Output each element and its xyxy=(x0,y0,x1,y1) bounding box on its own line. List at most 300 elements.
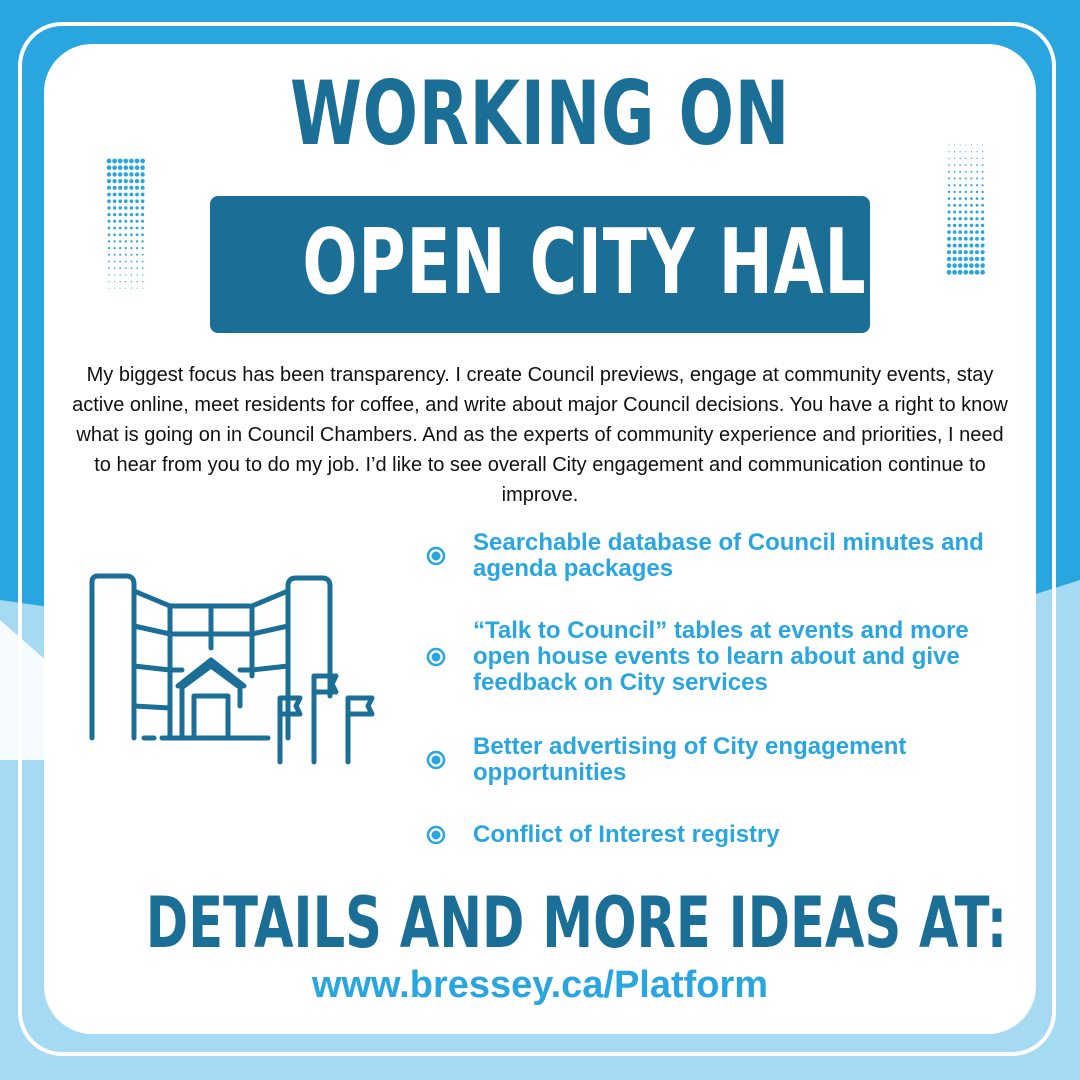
pattern-dot xyxy=(982,151,983,152)
pattern-dot xyxy=(124,172,128,176)
pattern-dot xyxy=(137,288,138,289)
pattern-dot xyxy=(141,240,143,242)
pattern-dot xyxy=(114,281,115,282)
pattern-dot xyxy=(130,199,134,203)
pattern-dot xyxy=(981,230,985,234)
pattern-dot xyxy=(977,145,978,146)
pattern-dot xyxy=(948,191,950,193)
pattern-dot xyxy=(108,240,110,242)
pattern-dot xyxy=(965,191,967,193)
radio-dot-icon xyxy=(426,546,446,566)
pattern-dot xyxy=(954,151,955,152)
pattern-dot xyxy=(125,247,127,249)
pattern-dot xyxy=(948,211,951,214)
pattern-dot xyxy=(952,263,957,268)
list-item xyxy=(424,822,780,848)
pattern-dot xyxy=(971,145,972,146)
pattern-dot xyxy=(141,206,144,209)
pattern-dot xyxy=(108,267,110,269)
pattern-dot xyxy=(120,288,121,289)
pattern-dot xyxy=(119,213,122,216)
pattern-dot xyxy=(980,270,985,275)
pattern-dot xyxy=(141,220,144,223)
pattern-dot xyxy=(954,145,955,146)
list-item-text: “Talk to Council” tables at events and more open house events to learn about and give feedback on City services xyxy=(473,617,969,696)
pattern-dot xyxy=(970,224,973,227)
pattern-dot xyxy=(965,164,967,166)
pattern-dot xyxy=(140,165,145,170)
pattern-dot xyxy=(970,217,973,220)
pattern-dot xyxy=(965,158,966,159)
pattern-dot xyxy=(130,220,133,223)
pattern-dot xyxy=(141,193,145,197)
pattern-dot xyxy=(124,227,127,230)
pattern-dot xyxy=(130,213,133,216)
pattern-dot xyxy=(958,250,962,254)
pattern-dot xyxy=(113,199,117,203)
pattern-dot xyxy=(970,197,973,200)
list-item-text: Searchable database of Council minutes and agenda packages xyxy=(473,529,984,582)
pattern-dot xyxy=(964,263,969,268)
pattern-dot xyxy=(130,254,132,256)
pattern-dot xyxy=(982,184,984,186)
pattern-dot xyxy=(130,247,132,249)
pattern-dot xyxy=(124,193,128,197)
pattern-dot xyxy=(947,244,951,248)
pattern-dot xyxy=(953,237,957,241)
pattern-dot xyxy=(125,288,126,289)
pattern-dot xyxy=(120,281,121,282)
pattern-dot xyxy=(112,165,117,170)
pattern-dot xyxy=(118,159,123,164)
pattern-dot xyxy=(948,178,950,180)
pattern-dot xyxy=(136,254,138,256)
pattern-dot xyxy=(107,165,112,170)
pattern-dot xyxy=(958,244,962,248)
pattern-dot xyxy=(976,204,979,207)
pattern-dot xyxy=(141,186,145,190)
pattern-dot xyxy=(981,237,985,241)
pattern-dot xyxy=(141,179,145,183)
pattern-dot xyxy=(123,159,128,164)
pattern-dot xyxy=(136,247,138,249)
pattern-dot xyxy=(124,165,129,170)
pattern-dot xyxy=(959,224,962,227)
pattern-dot xyxy=(125,274,126,275)
pattern-dot xyxy=(131,288,132,289)
pattern-dot xyxy=(965,184,967,186)
list-item xyxy=(424,530,1024,582)
pattern-dot xyxy=(135,159,140,164)
pattern-dot xyxy=(954,171,956,173)
pattern-dot xyxy=(119,206,122,209)
pattern-dot xyxy=(969,250,973,254)
intro-paragraph: My biggest focus has been transparency. I create Council previews, engage at community events, stay active online, meet residents for coffee, and write about major Council decisions. You have a right to know what is going on in Council Chambers. And as the experts of community experience and priorities, I need to hear from you to do my job. I’d like to see overall City engagement and communication continue to improve. xyxy=(72,364,1008,506)
pattern-dot xyxy=(124,179,128,183)
pattern-dot xyxy=(948,204,951,207)
pattern-dot xyxy=(136,240,138,242)
pattern-dot xyxy=(958,257,962,261)
pattern-dot xyxy=(948,171,950,173)
pattern-dot xyxy=(953,250,957,254)
pattern-dot xyxy=(112,172,116,176)
pattern-dot xyxy=(125,261,127,263)
pattern-dot xyxy=(947,224,950,227)
pattern-dot xyxy=(125,281,126,282)
pattern-dot xyxy=(107,179,111,183)
pattern-dot xyxy=(130,193,134,197)
pattern-dot xyxy=(980,257,984,261)
pattern-dot xyxy=(135,179,139,183)
pattern-dot xyxy=(960,145,961,146)
pattern-dot xyxy=(129,179,133,183)
pattern-dot xyxy=(142,274,143,275)
pattern-dot xyxy=(130,233,133,236)
pattern-dot xyxy=(108,227,111,230)
pattern-dot xyxy=(964,250,968,254)
radio-dot-icon xyxy=(426,647,446,667)
pattern-dot xyxy=(113,220,116,223)
list-item xyxy=(424,734,1024,786)
pattern-dot xyxy=(113,213,116,216)
footer-heading: DETAILS AND MORE IDEAS AT: xyxy=(145,882,1008,964)
pattern-dot xyxy=(975,257,979,261)
pattern-dot xyxy=(982,171,984,173)
pattern-dot xyxy=(135,193,139,197)
pattern-dot xyxy=(948,164,950,166)
pattern-dot xyxy=(976,171,978,173)
pattern-dot xyxy=(124,186,128,190)
pattern-dot xyxy=(124,199,128,203)
pattern-dot xyxy=(953,244,957,248)
pattern-dot xyxy=(119,247,121,249)
pattern-dot xyxy=(970,178,972,180)
pattern-dot xyxy=(954,158,955,159)
pattern-dot xyxy=(975,237,979,241)
pattern-dot xyxy=(958,237,962,241)
pattern-dot xyxy=(136,281,137,282)
pattern-dot xyxy=(135,165,140,170)
pattern-dot xyxy=(964,211,967,214)
pattern-dot xyxy=(953,211,956,214)
pattern-dot xyxy=(970,204,973,207)
pattern-dot xyxy=(108,274,109,275)
pattern-dot xyxy=(136,267,138,269)
pattern-dot xyxy=(131,274,132,275)
pattern-dot xyxy=(119,254,121,256)
dot-grid-pattern-left xyxy=(106,158,146,294)
pattern-dot xyxy=(953,217,956,220)
title-line-2: OPEN CITY HALL xyxy=(302,210,909,315)
pattern-dot xyxy=(119,227,122,230)
dot-grid-pattern-right xyxy=(946,142,986,278)
pattern-dot xyxy=(976,158,977,159)
pattern-dot xyxy=(976,151,977,152)
pattern-dot xyxy=(135,172,139,176)
pattern-dot xyxy=(981,197,984,200)
pattern-dot xyxy=(136,227,139,230)
pattern-dot xyxy=(113,193,117,197)
pattern-dot xyxy=(964,224,967,227)
pattern-dot xyxy=(982,145,983,146)
pattern-dot xyxy=(954,178,956,180)
pattern-dot xyxy=(952,270,957,275)
title-line-1: WORKING ON xyxy=(290,62,790,165)
pattern-dot xyxy=(971,158,972,159)
pattern-dot xyxy=(965,178,967,180)
pattern-dot xyxy=(975,230,979,234)
pattern-dot xyxy=(131,281,132,282)
pattern-dot xyxy=(981,250,985,254)
pattern-dot xyxy=(129,165,134,170)
pattern-dot xyxy=(964,204,967,207)
pattern-dot xyxy=(952,257,956,261)
pattern-dot xyxy=(114,261,116,263)
pattern-dot xyxy=(953,204,956,207)
pattern-dot xyxy=(970,211,973,214)
pattern-dot xyxy=(981,224,984,227)
pattern-dot xyxy=(142,261,144,263)
pattern-dot xyxy=(129,159,134,164)
pattern-dot xyxy=(969,263,974,268)
pattern-dot xyxy=(107,206,110,209)
radio-dot-icon xyxy=(426,825,446,845)
pattern-dot xyxy=(142,254,144,256)
footer-url: www.bressey.ca/Platform xyxy=(311,964,769,1006)
pattern-dot xyxy=(976,178,978,180)
pattern-dot xyxy=(131,267,133,269)
pattern-dot xyxy=(969,244,973,248)
pattern-dot xyxy=(129,186,133,190)
pattern-dot xyxy=(971,151,972,152)
pattern-dot xyxy=(113,227,116,230)
pattern-dot xyxy=(981,244,985,248)
pattern-dot xyxy=(948,158,949,159)
pattern-dot xyxy=(947,237,951,241)
pattern-dot xyxy=(107,193,111,197)
pattern-dot xyxy=(981,211,984,214)
pattern-dot xyxy=(982,158,983,159)
pattern-dot xyxy=(958,230,962,234)
pattern-dot xyxy=(125,267,127,269)
pattern-dot xyxy=(136,261,138,263)
pattern-dot xyxy=(965,151,966,152)
pattern-dot xyxy=(964,217,967,220)
pattern-dot xyxy=(125,240,127,242)
pattern-dot xyxy=(958,263,963,268)
pattern-dot xyxy=(959,217,962,220)
pattern-dot xyxy=(140,159,145,164)
pattern-dot xyxy=(947,230,951,234)
pattern-dot xyxy=(141,227,144,230)
pattern-dot xyxy=(124,206,127,209)
pattern-dot xyxy=(948,197,951,200)
pattern-dot xyxy=(947,263,952,268)
pattern-dot xyxy=(980,263,985,268)
pattern-dot xyxy=(107,159,112,164)
pattern-dot xyxy=(965,145,966,146)
pattern-dot xyxy=(948,184,950,186)
pattern-dot xyxy=(964,230,968,234)
pattern-dot xyxy=(119,233,122,236)
pattern-dot xyxy=(113,233,116,236)
pattern-dot xyxy=(142,247,144,249)
pattern-dot xyxy=(113,179,117,183)
pattern-dot xyxy=(970,237,974,241)
pattern-dot xyxy=(114,288,115,289)
list-item xyxy=(424,618,1024,696)
pattern-dot xyxy=(976,191,978,193)
pattern-dot xyxy=(135,199,139,203)
pattern-dot xyxy=(141,199,145,203)
pattern-dot xyxy=(965,171,967,173)
pattern-dot xyxy=(141,213,144,216)
pattern-dot xyxy=(976,184,978,186)
pattern-dot xyxy=(982,178,984,180)
pattern-dot xyxy=(975,250,979,254)
pattern-dot xyxy=(947,217,950,220)
pattern-dot xyxy=(124,213,127,216)
pattern-dot xyxy=(114,247,116,249)
pattern-dot xyxy=(965,197,968,200)
pattern-dot xyxy=(970,230,974,234)
pattern-dot xyxy=(953,191,955,193)
pattern-dot xyxy=(970,191,972,193)
pattern-dot xyxy=(108,261,110,263)
pattern-dot xyxy=(119,220,122,223)
title-highlight-box xyxy=(210,196,909,333)
pattern-dot xyxy=(948,151,949,152)
pattern-dot xyxy=(135,206,138,209)
pattern-dot xyxy=(960,151,961,152)
pattern-dot xyxy=(142,281,143,282)
pattern-dot xyxy=(108,281,109,282)
pattern-dot xyxy=(975,263,980,268)
pattern-dot xyxy=(119,267,121,269)
pattern-dot xyxy=(971,164,973,166)
pattern-dot xyxy=(135,213,138,216)
pattern-dot xyxy=(975,224,978,227)
pattern-dot xyxy=(981,217,984,220)
pattern-dot xyxy=(107,199,111,203)
pattern-dot xyxy=(953,224,956,227)
pattern-dot xyxy=(970,184,972,186)
pattern-dot xyxy=(958,270,963,275)
pattern-dot xyxy=(976,197,979,200)
pattern-dot xyxy=(113,206,116,209)
pattern-dot xyxy=(975,270,980,275)
pattern-dot xyxy=(982,164,984,166)
city-hall-building-icon xyxy=(82,566,382,766)
pattern-dot xyxy=(113,240,115,242)
pattern-dot xyxy=(130,206,133,209)
pattern-dot xyxy=(142,267,144,269)
pattern-dot xyxy=(969,257,973,261)
pattern-dot xyxy=(119,240,121,242)
pattern-dot xyxy=(953,197,956,200)
pattern-dot xyxy=(963,270,968,275)
pattern-dot xyxy=(135,186,139,190)
pattern-dot xyxy=(136,274,137,275)
pattern-dot xyxy=(118,186,122,190)
pattern-dot xyxy=(120,274,121,275)
pattern-dot xyxy=(141,233,144,236)
pattern-dot xyxy=(964,257,968,261)
pattern-dot xyxy=(125,254,127,256)
pattern-dot xyxy=(113,186,117,190)
pattern-dot xyxy=(959,197,962,200)
pattern-dot xyxy=(959,191,961,193)
pattern-dot xyxy=(953,230,957,234)
pattern-dot xyxy=(136,220,139,223)
pattern-dot xyxy=(976,164,978,166)
pattern-dot xyxy=(118,193,122,197)
pattern-dot xyxy=(130,227,133,230)
pattern-dot xyxy=(949,145,950,146)
pattern-dot xyxy=(964,237,968,241)
pattern-dot xyxy=(108,254,110,256)
pattern-dot xyxy=(947,270,952,275)
pattern-dot xyxy=(107,213,110,216)
pattern-dot xyxy=(108,220,111,223)
pattern-dot xyxy=(118,199,122,203)
pattern-dot xyxy=(108,247,110,249)
list-item-text: Conflict of Interest registry xyxy=(473,821,780,848)
pattern-dot xyxy=(954,164,956,166)
radio-dot-icon xyxy=(426,750,446,770)
pattern-dot xyxy=(959,171,961,173)
pattern-dot xyxy=(981,191,983,193)
pattern-dot xyxy=(114,274,115,275)
pattern-dot xyxy=(975,244,979,248)
pattern-dot xyxy=(971,171,973,173)
pattern-dot xyxy=(107,186,111,190)
pattern-dot xyxy=(114,267,116,269)
pattern-dot xyxy=(118,179,122,183)
pattern-dot xyxy=(109,288,110,289)
pattern-dot xyxy=(959,211,962,214)
pattern-dot xyxy=(142,288,143,289)
pattern-dot xyxy=(975,217,978,220)
pattern-dot xyxy=(959,164,961,166)
pattern-dot xyxy=(947,250,951,254)
pattern-dot xyxy=(131,261,133,263)
pattern-dot xyxy=(108,233,111,236)
pattern-dot xyxy=(130,240,132,242)
pattern-dot xyxy=(969,270,974,275)
pattern-dot xyxy=(118,172,122,176)
pattern-dot xyxy=(124,220,127,223)
pattern-dot xyxy=(959,184,961,186)
pattern-dot xyxy=(107,172,111,176)
pattern-dot xyxy=(119,261,121,263)
pattern-dot xyxy=(964,244,968,248)
pattern-dot xyxy=(118,165,123,170)
pattern-dot xyxy=(959,178,961,180)
pattern-dot xyxy=(140,172,144,176)
pattern-dot xyxy=(125,233,128,236)
pattern-dot xyxy=(112,159,117,164)
pattern-dot xyxy=(129,172,133,176)
pattern-dot xyxy=(954,184,956,186)
pattern-dot xyxy=(114,254,116,256)
pattern-dot xyxy=(981,204,984,207)
pattern-dot xyxy=(136,233,139,236)
list-item-text: Better advertising of City engagement opportunities xyxy=(473,733,907,786)
pattern-dot xyxy=(959,204,962,207)
pattern-dot xyxy=(976,211,979,214)
pattern-dot xyxy=(947,257,951,261)
